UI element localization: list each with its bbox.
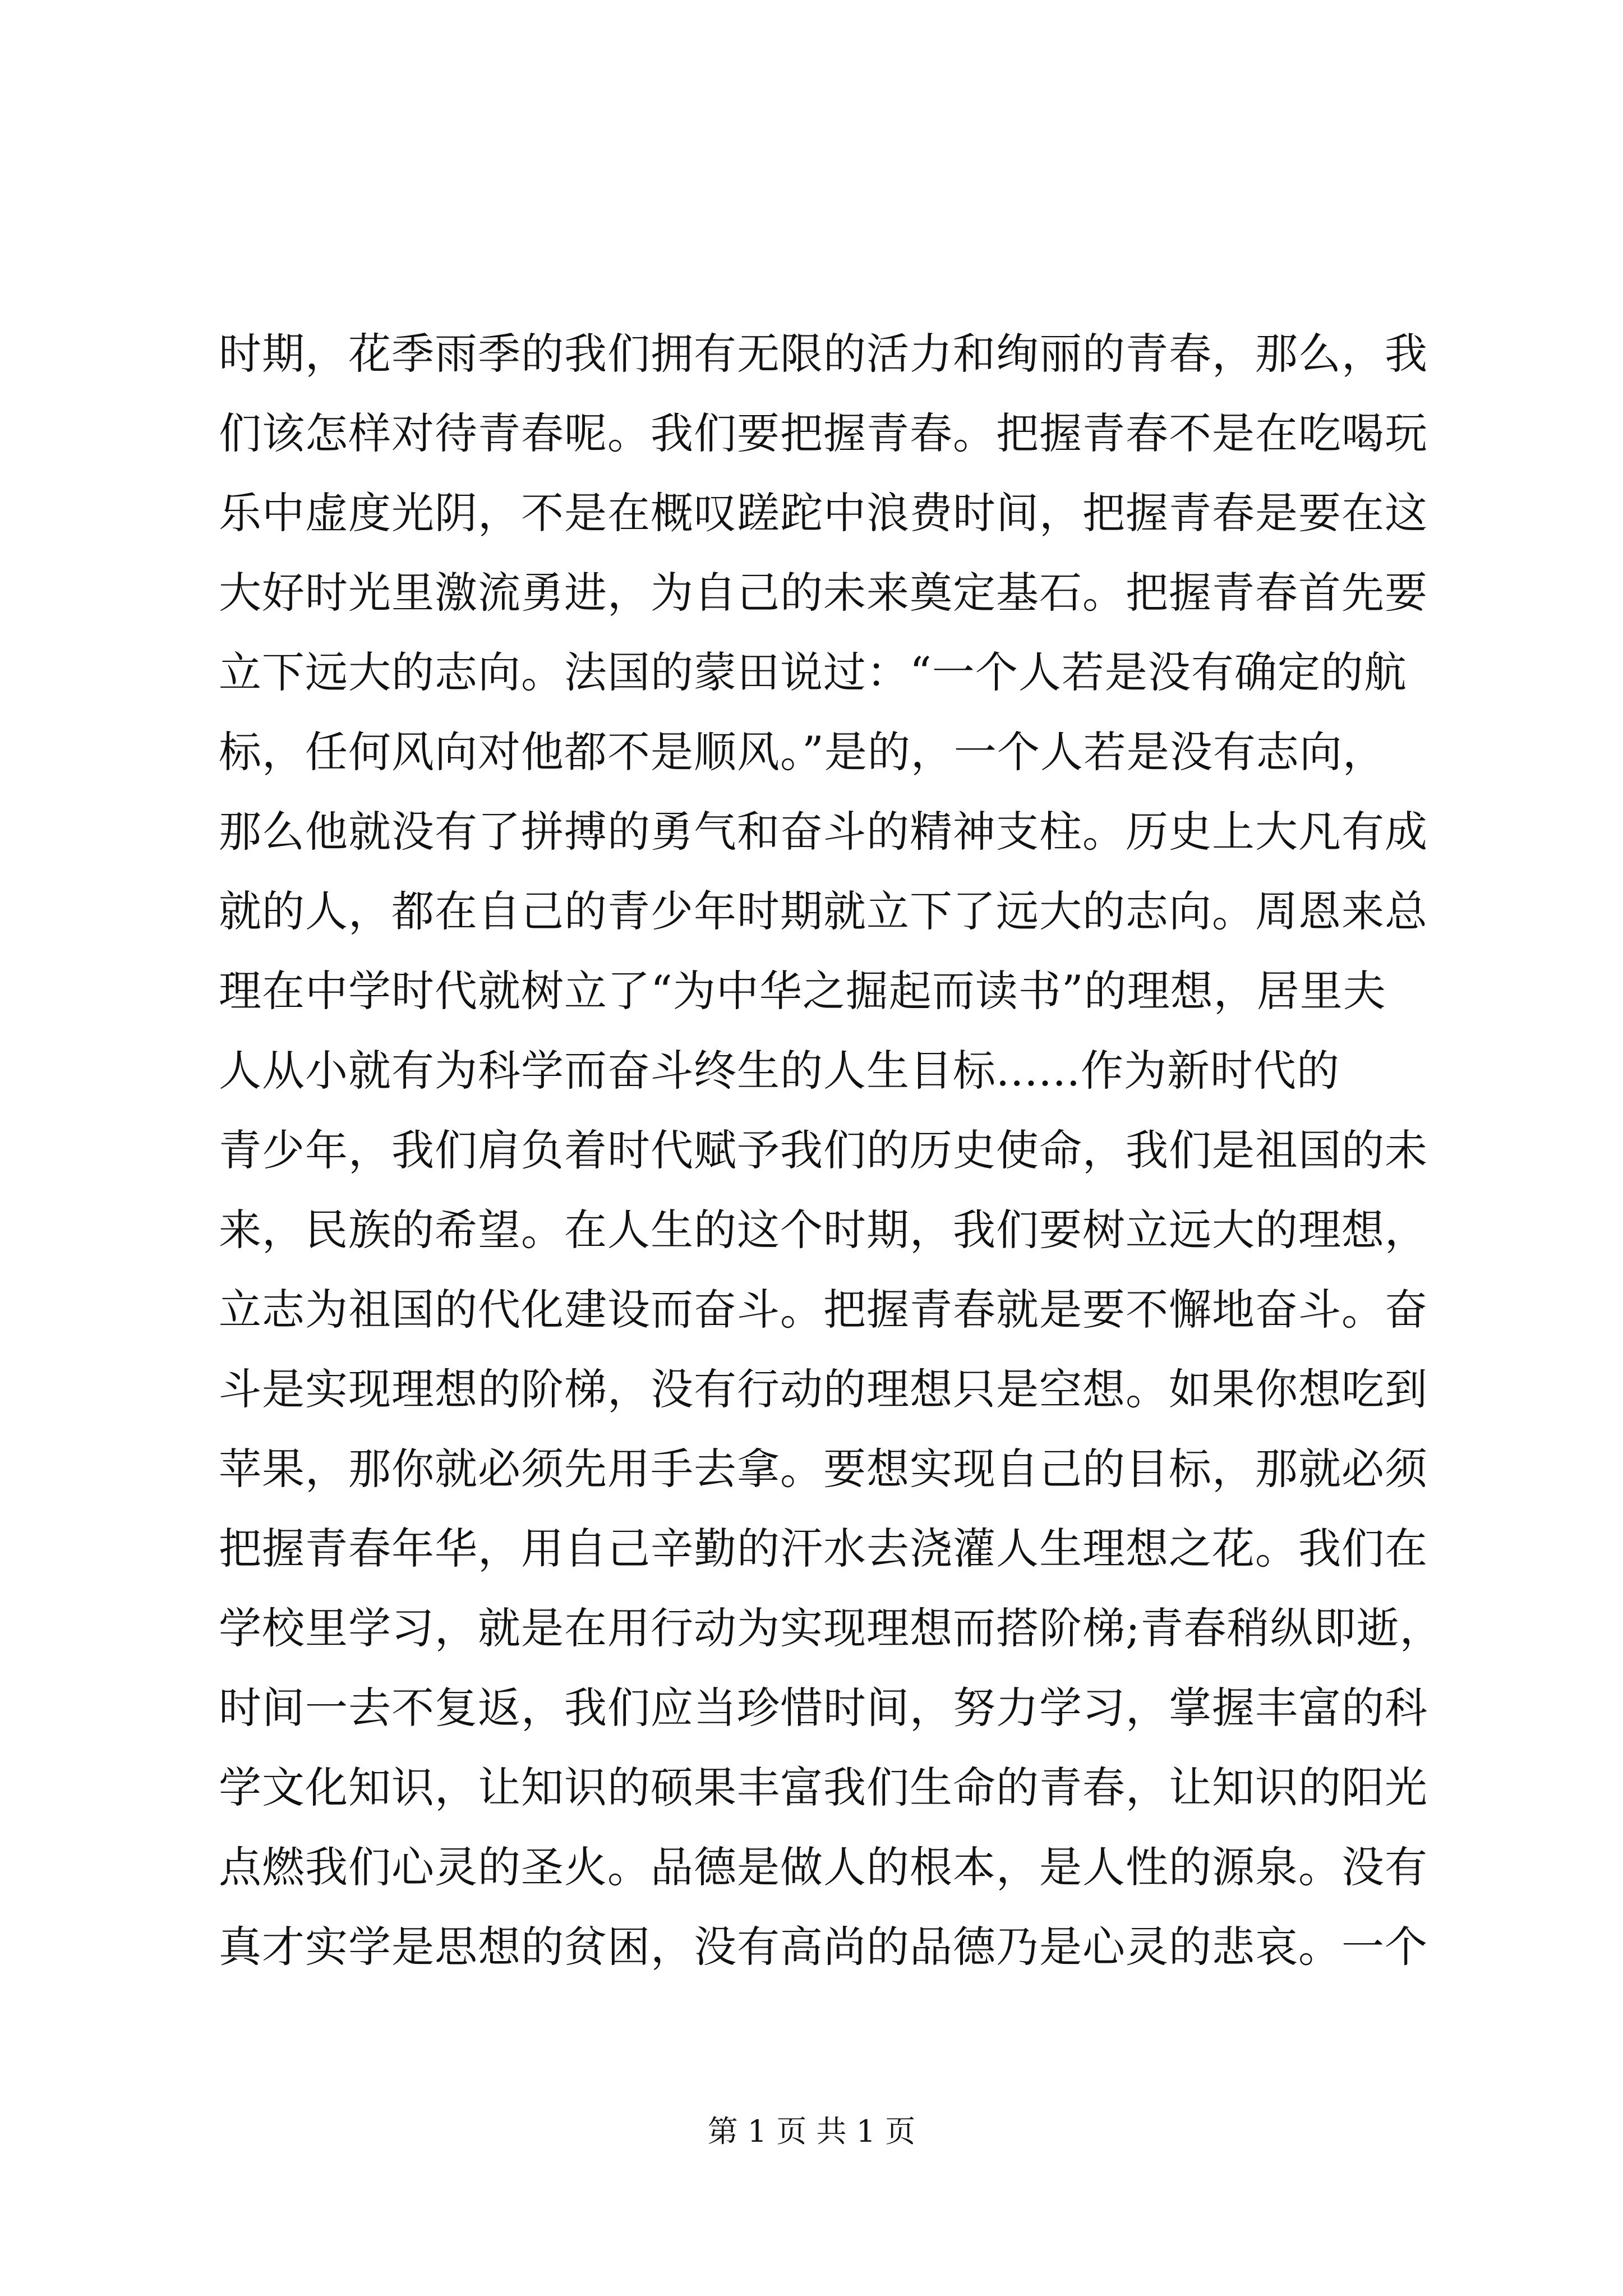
text-line: 时期，花季雨季的我们拥有无限的活力和绚丽的青春，那么，我 (219, 329, 1428, 379)
text-line: 时间一去不复返，我们应当珍惜时间，努力学习，掌握丰富的科 (219, 1683, 1428, 1733)
text-line: 学文化知识，让知识的硕果丰富我们生命的青春，让知识的阳光 (219, 1763, 1428, 1812)
page-footer: 第 1 页 共 1 页 (707, 2114, 916, 2149)
text-line: 把握青春年华，用自己辛勤的汗水去浇灌人生理想之花。我们在 (219, 1524, 1428, 1573)
text-line: 们该怎样对待青春呢。我们要把握青春。把握青春不是在吃喝玩 (219, 408, 1428, 458)
text-line: 来，民族的希望。在人生的这个时期，我们要树立远大的理想， (219, 1205, 1428, 1255)
text-line: 大好时光里激流勇进，为自己的未来奠定基石。把握青春首先要 (219, 568, 1428, 618)
text-line: 苹果，那你就必须先用手去拿。要想实现自己的目标，那就必须 (219, 1444, 1428, 1494)
text-line: 那么他就没有了拼搏的勇气和奋斗的精神支柱。历史上大凡有成 (219, 807, 1428, 857)
text-line: 点燃我们心灵的圣火。品德是做人的根本，是人性的源泉。没有 (219, 1842, 1428, 1892)
text-line: 青少年，我们肩负着时代赋予我们的历史使命，我们是祖国的未 (219, 1125, 1428, 1175)
text-line: 真才实学是思想的贫困，没有高尚的品德乃是心灵的悲哀。一个 (219, 1922, 1428, 1972)
text-line: 理在中学时代就树立了“为中华之掘起而读书”的理想，居里夫 (219, 966, 1386, 1016)
text-line: 标，任何风向对他都不是顺风。”是的，一个人若是没有志向， (219, 727, 1386, 777)
text-line: 人从小就有为科学而奋斗终生的人生目标......作为新时代的 (219, 1046, 1340, 1096)
body-text (219, 314, 1443, 1987)
text-line: 乐中虚度光阴，不是在概叹蹉跎中浪费时间，把握青春是要在这 (219, 488, 1428, 538)
text-line: 就的人，都在自己的青少年时期就立下了远大的志向。周恩来总 (219, 886, 1428, 936)
text-line: 斗是实现理想的阶梯，没有行动的理想只是空想。如果你想吃到 (219, 1364, 1428, 1414)
text-line: 立志为祖国的代化建设而奋斗。把握青春就是要不懈地奋斗。奋 (219, 1285, 1428, 1335)
text-line: 学校里学习，就是在用行动为实现理想而搭阶梯;青春稍纵即逝， (219, 1603, 1443, 1653)
text-line: 立下远大的志向。法国的蒙田说过：“一个人若是没有确定的航 (219, 647, 1407, 697)
